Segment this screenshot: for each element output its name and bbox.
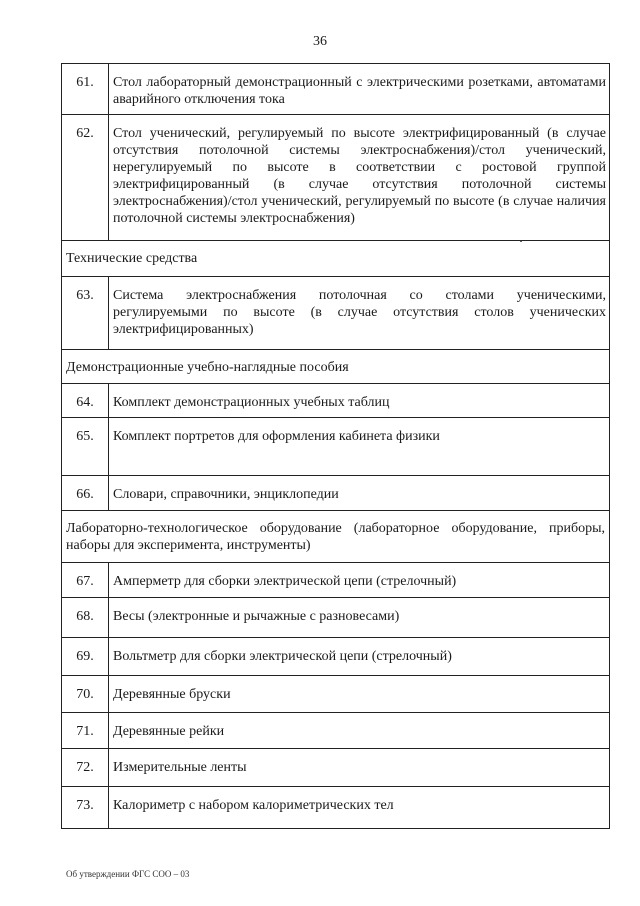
- row-number: 62.: [62, 115, 109, 241]
- row-number: 67.: [62, 563, 109, 598]
- page-number: 36: [313, 34, 327, 49]
- row-number: 73.: [62, 787, 109, 829]
- row-number: 66.: [62, 476, 109, 511]
- table-row: [62, 64, 610, 115]
- table-row: [62, 713, 610, 749]
- row-text: Вольтметр для сборки электрической цепи (стрелочный): [109, 638, 610, 676]
- row-text: Измерительные ленты: [109, 749, 610, 787]
- row-number: 71.: [62, 713, 109, 749]
- row-number: 68.: [62, 598, 109, 638]
- row-text: Весы (электронные и рычажные с разновесами): [109, 598, 610, 638]
- table-row: [62, 787, 610, 829]
- table-row: [62, 476, 610, 511]
- section-title-lab: Лабораторно-технологическое оборудование (лабораторное оборудование, приборы, наборы для эксперимента, инструменты): [62, 511, 610, 563]
- table-row: [62, 563, 610, 598]
- row-text: Система электроснабжения потолочная со столами ученическими, регулируемыми по высоте (в случае отсутствия столов ученических электрифицированных): [109, 277, 610, 350]
- table-row: [62, 384, 610, 418]
- row-number: 72.: [62, 749, 109, 787]
- row-text: Словари, справочники, энциклопедии: [109, 476, 610, 511]
- section-title-demo: Демонстрационные учебно-наглядные пособия: [62, 350, 610, 384]
- section-row: [62, 241, 610, 277]
- page-footer: Об утверждении ФГС СОО – 03: [66, 869, 190, 879]
- table-row: [62, 418, 610, 476]
- table-row: [62, 277, 610, 350]
- row-number: 69.: [62, 638, 109, 676]
- row-text: Комплект портретов для оформления кабинета физики: [109, 418, 610, 476]
- table-row: [62, 749, 610, 787]
- row-text: Деревянные бруски: [109, 676, 610, 713]
- section-row: [62, 350, 610, 384]
- table-row: [62, 598, 610, 638]
- equipment-table: [61, 63, 610, 829]
- section-row: [62, 511, 610, 563]
- table-row: [62, 638, 610, 676]
- row-text: Калориметр с набором калориметрических тел: [109, 787, 610, 829]
- row-text: Стол ученический, регулируемый по высоте электрифицированный (в случае отсутствия потолочной системы электроснабжения)/стол ученический, нерегулируемый по высоте в соответствии с ростовой группой электрифицированный (в случае отсутствия потолочной системы электроснабжения)/стол ученический, регулируемый по высоте (в случае наличия потолочной системы электроснабжения): [109, 115, 610, 241]
- row-number: 65.: [62, 418, 109, 476]
- section-title-tech: Технические средства: [62, 241, 610, 277]
- row-number: 63.: [62, 277, 109, 350]
- row-text: Комплект демонстрационных учебных таблиц: [109, 384, 610, 418]
- row-number: 70.: [62, 676, 109, 713]
- row-text: Амперметр для сборки электрической цепи (стрелочный): [109, 563, 610, 598]
- row-text: Стол лабораторный демонстрационный с электрическими розетками, автоматами аварийного отключения тока: [109, 64, 610, 115]
- row-number: 61.: [62, 64, 109, 115]
- row-text: Деревянные рейки: [109, 713, 610, 749]
- table-row: [62, 115, 610, 241]
- table-row: [62, 676, 610, 713]
- row-number: 64.: [62, 384, 109, 418]
- scan-speck: [520, 240, 522, 242]
